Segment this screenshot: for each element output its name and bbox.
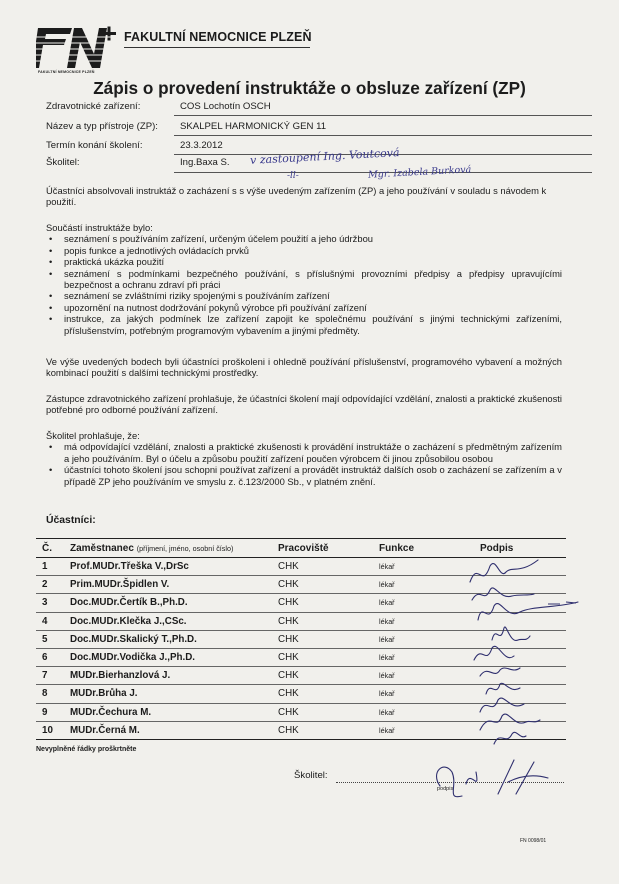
row-name: Prim.MUDr.Špidlen V.	[64, 576, 272, 594]
signature-caption: podpis	[437, 786, 454, 792]
row-signature	[474, 576, 566, 594]
row-num: 6	[36, 648, 64, 666]
row-function: lékař	[373, 558, 474, 576]
row-signature	[474, 703, 566, 721]
row-dept: CHK	[272, 703, 373, 721]
col-header-function: Funkce	[373, 539, 474, 558]
row-num: 1	[36, 558, 64, 576]
row-signature	[474, 685, 566, 703]
trainer-signature-line	[336, 782, 564, 783]
row-num: 3	[36, 594, 64, 612]
row-num: 4	[36, 612, 64, 630]
field-value: Ing.Baxa S.	[180, 157, 230, 168]
row-function: lékař	[373, 703, 474, 721]
row-num: 2	[36, 576, 64, 594]
list-item: • seznámení s podmínkami bezpečného používání, s příslušnými provozními předpisy a předpisy upravujícími bezpečnost a ochranu zdraví při práci	[46, 268, 562, 291]
row-name: Doc.MUDr.Vodička J.,Ph.D.	[64, 648, 272, 666]
col-header-dept: Pracoviště	[272, 539, 373, 558]
trainer-declaration-list	[46, 441, 562, 487]
row-signature	[474, 612, 566, 630]
fn-logo	[36, 22, 116, 74]
row-function: lékař	[373, 685, 474, 703]
field-line	[174, 135, 592, 136]
row-dept: CHK	[272, 576, 373, 594]
row-num: 7	[36, 667, 64, 685]
row-dept: CHK	[272, 667, 373, 685]
row-name: Doc.MUDr.Čertík B.,Ph.D.	[64, 594, 272, 612]
table-row	[36, 667, 566, 685]
row-dept: CHK	[272, 594, 373, 612]
col-header-employee-label: Zaměstnanec	[70, 542, 134, 554]
row-num: 10	[36, 721, 64, 739]
table-row	[36, 594, 566, 612]
section-heading: Školitel prohlašuje, že:	[46, 430, 140, 441]
handwritten-ditto: -ll-	[287, 171, 299, 181]
document-title: Zápis o provedení instruktáže o obsluze zařízení (ZP)	[93, 78, 526, 98]
list-item: • má odpovídající vzdělání, znalosti a praktické zkušenosti k provádění instruktáže o zacházení s předmětným zařízením a jeho používáním. Byl o účelu a způsobu použití zařízení poučen výrobcem či jinou způsobilou osobou	[46, 441, 562, 464]
row-dept: CHK	[272, 721, 373, 739]
field-label: Termín konání školení:	[46, 140, 143, 151]
col-header-employee-note: (příjmení, jméno, osobní číslo)	[136, 543, 234, 553]
row-name: Doc.MUDr.Klečka J.,CSc.	[64, 612, 272, 630]
list-item: • popis funkce a jednotlivých ovládacích prvků	[46, 245, 562, 256]
accessories-paragraph: Ve výše uvedených bodech byli účastníci proškoleni i ohledně používání příslušenství, programového vybavení a možných kombinací použití s dalšími technickými prostředky.	[46, 356, 562, 379]
organization-underline	[124, 47, 310, 48]
row-dept: CHK	[272, 612, 373, 630]
table-row	[36, 558, 566, 576]
row-signature	[474, 630, 566, 648]
row-name: MUDr.Čechura M.	[64, 703, 272, 721]
row-signature	[474, 558, 566, 576]
table-row	[36, 685, 566, 703]
row-signature	[474, 594, 566, 612]
instruction-content-list	[46, 233, 562, 336]
trainer-signature-label: Školitel:	[294, 770, 328, 781]
row-dept: CHK	[272, 685, 373, 703]
table-row	[36, 576, 566, 594]
row-function: lékař	[373, 648, 474, 666]
row-dept: CHK	[272, 648, 373, 666]
row-name: MUDr.Bierhanzlová J.	[64, 667, 272, 685]
list-item: • seznámení se zvláštními riziky spojenými s používáním zařízení	[46, 290, 562, 301]
row-function: lékař	[373, 576, 474, 594]
organization-name: FAKULTNÍ NEMOCNICE PLZEŇ	[124, 30, 312, 44]
row-dept: CHK	[272, 630, 373, 648]
list-item: • upozornění na nutnost dodržování pokynů výrobce při používání zařízení	[46, 302, 562, 313]
col-header-num: Č.	[36, 539, 64, 558]
field-line	[174, 115, 592, 116]
field-value: 23.3.2012	[180, 140, 223, 151]
row-name: MUDr.Černá M.	[64, 721, 272, 739]
row-signature	[474, 648, 566, 666]
section-heading: Součástí instruktáže bylo:	[46, 222, 153, 233]
list-item: • praktická ukázka použití	[46, 256, 562, 267]
participants-table	[36, 538, 566, 740]
row-signature	[474, 721, 566, 739]
list-item: • instrukce, za jakých podmínek lze zařízení zapojit ke společnému používání s jinými technickými zařízeními, příslušenstvím, potřebným programovým vybavením a jinými předměty.	[46, 313, 562, 336]
handwritten-trainer-name: Mgr. Izabela Burková	[367, 164, 472, 181]
row-num: 5	[36, 630, 64, 648]
row-signature	[474, 667, 566, 685]
table-row	[36, 648, 566, 666]
trainer-declaration-section	[46, 430, 562, 487]
table-row	[36, 630, 566, 648]
table-header-row	[36, 539, 566, 558]
row-num: 9	[36, 703, 64, 721]
signature-trainer	[437, 760, 548, 797]
handwritten-trainer-substitute: v zastoupení Ing. Voutcová	[249, 146, 400, 167]
row-name: MUDr.Brůha J.	[64, 685, 272, 703]
instruction-content-section	[46, 222, 562, 336]
row-name: Doc.MUDr.Skalický T.,Ph.D.	[64, 630, 272, 648]
field-value: COS Lochotín OSCH	[180, 101, 271, 112]
row-function: lékař	[373, 667, 474, 685]
row-function: lékař	[373, 721, 474, 739]
table-row	[36, 703, 566, 721]
row-num: 8	[36, 685, 64, 703]
intro-paragraph: Účastníci absolvovali instruktáž o zacházení s s výše uvedeným zařízením (ZP) a jeho používání v souladu s návodem k použití.	[46, 185, 547, 208]
form-number: FN 0098/01	[520, 838, 547, 844]
row-function: lékař	[373, 630, 474, 648]
field-label: Zdravotnické zařízení:	[46, 101, 141, 112]
table-row	[36, 721, 566, 739]
field-value: SKALPEL HARMONICKÝ GEN 11	[180, 121, 327, 132]
row-name: Prof.MUDr.Třeška V.,DrSc	[64, 558, 272, 576]
participants-heading: Účastníci:	[46, 515, 96, 526]
representative-paragraph: Zástupce zdravotnického zařízení prohlašuje, že účastníci školení mají odpovídající vzdělání, znalosti a praktické zkušenosti potřebné pro odborné používání zařízení.	[46, 393, 562, 416]
row-function: lékař	[373, 612, 474, 630]
logo-subtext: FAKULTNÍ NEMOCNICE PLZEŇ	[38, 70, 95, 74]
field-label: Školitel:	[46, 157, 80, 168]
list-item: • účastníci tohoto školení jsou schopni používat zařízení a provádět instruktáž dalších osob o zacházení se zařízením a v případě ZP jeho používáním ve smyslu z. č.123/2000 Sb., v platném znění.	[46, 464, 562, 487]
row-dept: CHK	[272, 558, 373, 576]
row-function: lékař	[373, 594, 474, 612]
table-row	[36, 612, 566, 630]
blank-rows-note: Nevyplněné řádky proškrtněte	[36, 746, 137, 753]
list-item: • seznámení s používáním zařízení, určeným účelem použití a jeho údržbou	[46, 233, 562, 244]
col-header-employee	[64, 539, 272, 558]
col-header-signature: Podpis	[474, 539, 566, 558]
field-label: Název a typ přístroje (ZP):	[46, 121, 158, 132]
